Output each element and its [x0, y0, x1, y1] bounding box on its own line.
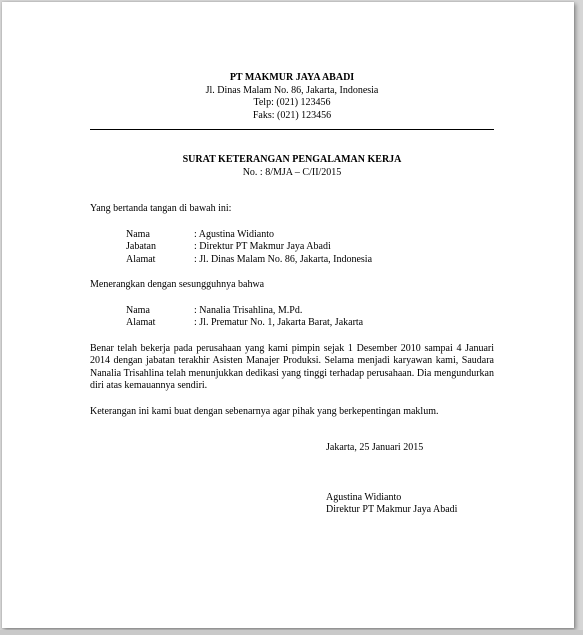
- declaration-line: Menerangkan dengan sesungguhnya bahwa: [90, 279, 265, 290]
- signature-place-date: Jakarta, 25 Januari 2015: [326, 442, 424, 453]
- employee-address-value: : Jl. Prematur No. 1, Jakarta Barat, Jakarta: [194, 317, 364, 328]
- company-name: PT MAKMUR JAYA ABADI: [229, 72, 355, 83]
- letter-body: [90, 72, 494, 517]
- letter-heading: SURAT KETERANGAN PENGALAMAN KERJA: [182, 154, 402, 165]
- letter-number: No. : 8/MJA – C/II/2015: [242, 166, 342, 178]
- document-page: [2, 2, 574, 628]
- signer-address-value: : Jl. Dinas Malam No. 86, Jakarta, Indonesia: [194, 253, 373, 265]
- signer-address-label: Alamat: [126, 253, 156, 265]
- company-address: Jl. Dinas Malam No. 86, Jakarta, Indonesia: [205, 84, 379, 96]
- employee-details: [126, 305, 494, 330]
- signer-position-value: : Direktur PT Makmur Jaya Abadi: [194, 241, 331, 252]
- employee-name-label: Nama: [126, 304, 150, 316]
- letter-title: [90, 154, 494, 179]
- signature-name: Agustina Widianto: [326, 491, 402, 503]
- employee-name-value: : Nanalia Trisahlina, M.Pd.: [194, 304, 303, 316]
- letterhead-divider: [90, 129, 494, 130]
- signature-position: Direktur PT Makmur Jaya Abadi: [326, 504, 458, 515]
- letterhead: [90, 72, 494, 122]
- signer-name-value: : Agustina Widianto: [194, 228, 274, 240]
- closing-line: Keterangan ini kami buat dengan sebenarnya agar pihak yang berkepentingan maklum.: [90, 405, 439, 417]
- company-phone: Telp: (021) 123456: [253, 97, 331, 108]
- signer-name-label: Nama: [126, 228, 150, 240]
- body-paragraph: Benar telah bekerja pada perusahaan yang kami pimpin sejak 1 Desember 2010 sampai 4 Januari 2014 dengan jabatan terakhir Asisten Manajer Produksi. Selama menjadi karyawan kami, Saudara Nanalia Trisahlina telah menunjukkan dedikasi yang tinggi terhadap perusahaan. Dia mengundurkan diri atas kemauannya sendiri.: [90, 342, 494, 391]
- signer-details: [126, 229, 494, 267]
- page-bottom-bar: [0, 630, 583, 635]
- opening-line: Yang bertanda tangan di bawah ini:: [90, 203, 232, 214]
- signer-position-label: Jabatan: [126, 241, 156, 252]
- employee-address-label: Alamat: [126, 317, 156, 328]
- company-fax: Faks: (021) 123456: [252, 109, 332, 121]
